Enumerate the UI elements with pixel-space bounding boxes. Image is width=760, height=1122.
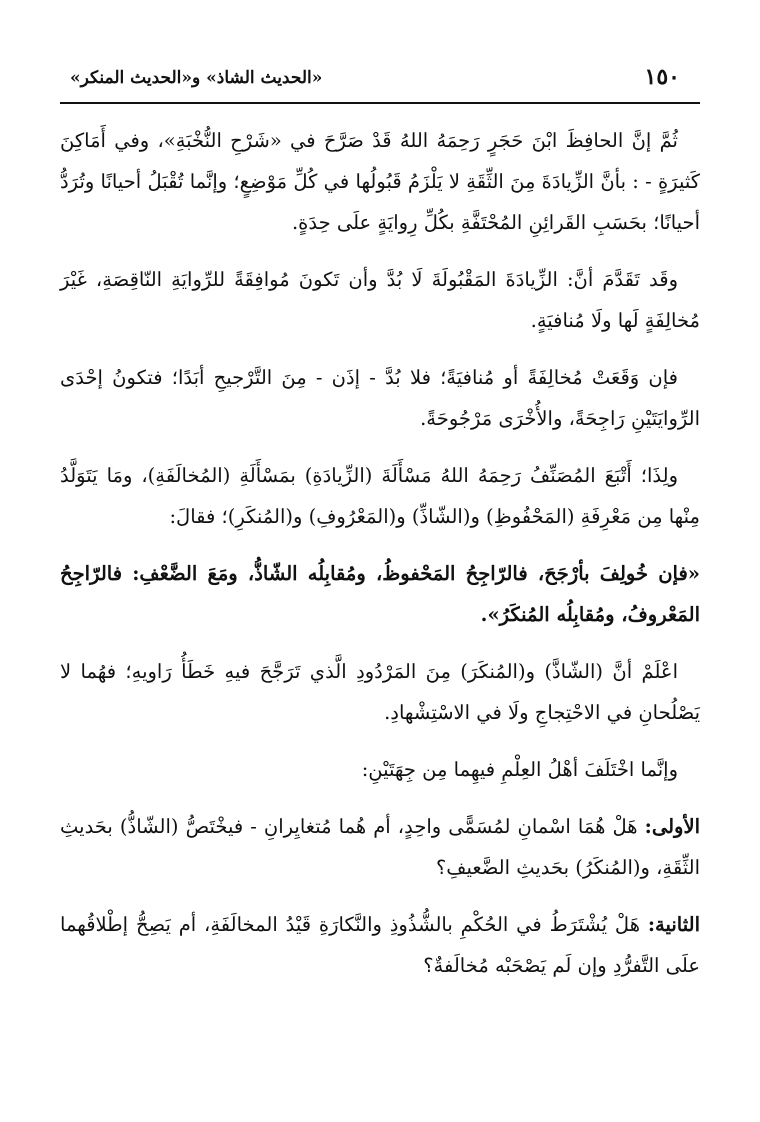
paragraph-7: وإنَّما اخْتَلَفَ أهْلُ العِلْمِ فيهِما مِن جِهَتَيْنِ:	[361, 758, 678, 781]
page-number: ١٥٠	[644, 64, 680, 90]
point-second-text: هَلْ يُشْتَرَطُ في الحُكْمِ بالشُّذُوذِ والنَّكارَةِ قَيْدُ المخالَفَةِ، أم يَصِحُّ إطْلاقُهما علَى التَّفرُّدِ وإن لَم يَصْحَبْه مُخالَفةٌ؟	[60, 913, 700, 977]
point-first	[60, 806, 700, 888]
point-second	[60, 904, 700, 986]
quoted-matn: «فإن خُولِفَ بأرْجَحَ، فالرّاجِحُ المَحْفوظُ، ومُقابِلُه الشّاذُّ، ومَعَ الضَّعْفِ: فالرّاجِحُ المَعْروفُ، ومُقابِلُه المُنكَرُ».	[60, 562, 700, 626]
book-page	[60, 60, 700, 977]
paragraph-4: ولِذَا؛ أَتْبَعَ المُصَنِّفُ رَحِمَهُ اللهُ مَسْأَلَةَ (الزِّيادَةِ) بمَسْأَلَةِ (المُخالَفَةِ)، ومَا يَتَوَلَّدُ مِنْها مِن مَعْرِفَةِ (المَحْفُوظِ) و(الشّاذِّ) و(المَعْرُوفِ) و(المُنكَرِ)؛ فقالَ:	[60, 464, 700, 528]
paragraph-2: وقَد تَقَدَّمَ أنَّ: الزِّيادَةَ المَقْبُولَةَ لَا بُدَّ وأن تَكونَ مُوافِقَةً للرِّوايَةِ النّاقِصَةِ، غَيْرَ مُخالِفَةٍ لَها ولَا مُنافيَةٍ.	[60, 268, 700, 332]
paragraph-3: فإن وَقَعَتْ مُخالِفَةً أو مُنافيَةً؛ فلا بُدَّ - إذَن - مِنَ التَّرْجيحِ أبَدًا؛ فتكونُ إحْدَى الرِّوايَتَيْنِ رَاجِحَةً، والأُخْرَى مَرْجُوحَةً.	[60, 366, 700, 430]
point-first-text: هَلْ هُمَا اسْمانِ لمُسَمًّى واحِدٍ، أم هُما مُتغايِرانِ - فيخْتَصُّ (الشّاذُّ) بحَديثِ الثِّقَةِ، و(المُنكَرُ) بحَديثِ الضَّعيفِ؟	[60, 815, 700, 879]
page-header	[60, 60, 700, 100]
page-body	[60, 120, 700, 1002]
running-title: «الحديث الشاذ» و«الحديث المنكر»	[70, 68, 323, 88]
header-rule	[60, 102, 700, 104]
paragraph-1: ثُمَّ إنَّ الحافِظَ ابْنَ حَجَرٍ رَحِمَهُ اللهُ قَدْ صَرَّحَ في «شَرْحِ النُّخْبَةِ»، وفي أَمَاكِنَ كَثيرَةٍ - : بأنَّ الزِّيادَةَ مِنَ الثِّقَةِ لا يَلْزَمُ قَبُولُها في كُلِّ مَوْضِعٍ؛ وإنَّما تُقْبَلُ أحيانًا وتُرَدُّ أحيانًا؛ بحَسَبِ القَرائِنِ المُحْتَفَّةِ بكُلِّ رِوايَةٍ علَى حِدَةٍ.	[60, 129, 700, 234]
point-first-label: الأولى:	[644, 815, 700, 838]
paragraph-6: اعْلَمْ أنَّ (الشّاذَّ) و(المُنكَرَ) مِنَ المَرْدُودِ الَّذي تَرَجَّحَ فيهِ خَطَأُ رَاويهِ؛ فهُما لا يَصْلُحانِ في الاحْتِجاجِ ولَا في الاسْتِشْهادِ.	[60, 660, 700, 724]
point-second-label: الثانية:	[647, 913, 700, 936]
